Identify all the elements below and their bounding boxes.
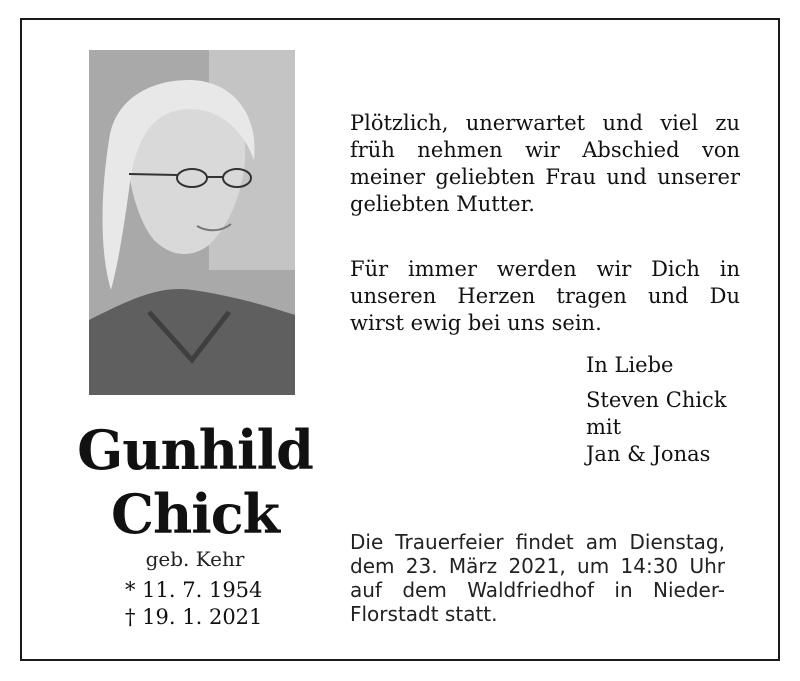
- signature-greeting: In Liebe: [586, 353, 674, 377]
- text-line: dem 23. März 2021, um 14:30 Uhr: [350, 554, 725, 578]
- text-line: auf dem Waldfriedhof in Nieder-: [350, 578, 725, 602]
- text-line: Florstadt statt.: [350, 602, 498, 626]
- farewell-paragraph: [350, 110, 740, 218]
- signature-line: Steven Chick: [586, 388, 727, 412]
- text-line: meiner geliebten Frau und unserer: [350, 165, 740, 189]
- text-line: Für immer werden wir Dich in: [350, 257, 740, 281]
- portrait-photo: [89, 50, 295, 395]
- remembrance-paragraph: [350, 256, 740, 337]
- signature-block: [586, 352, 727, 468]
- text-line: wirst ewig bei uns sein.: [350, 311, 602, 335]
- last-name: Chick: [110, 482, 280, 546]
- first-name: Gunhild: [77, 418, 313, 482]
- life-dates: [125, 577, 262, 631]
- death-date: † 19. 1. 2021: [125, 605, 263, 629]
- funeral-service-info: [350, 530, 725, 626]
- maiden-name: geb. Kehr: [145, 547, 245, 571]
- text-line: Plötzlich, unerwartet und viel zu: [350, 111, 740, 135]
- text-line: Die Trauerfeier findet am Dienstag,: [350, 530, 725, 554]
- signature-line: mit: [586, 415, 622, 439]
- text-line: geliebten Mutter.: [350, 192, 535, 216]
- birth-date: * 11. 7. 1954: [125, 578, 263, 602]
- text-line: früh nehmen wir Abschied von: [350, 138, 740, 162]
- signature-line: Jan & Jonas: [586, 442, 711, 466]
- text-line: unseren Herzen tragen und Du: [350, 284, 740, 308]
